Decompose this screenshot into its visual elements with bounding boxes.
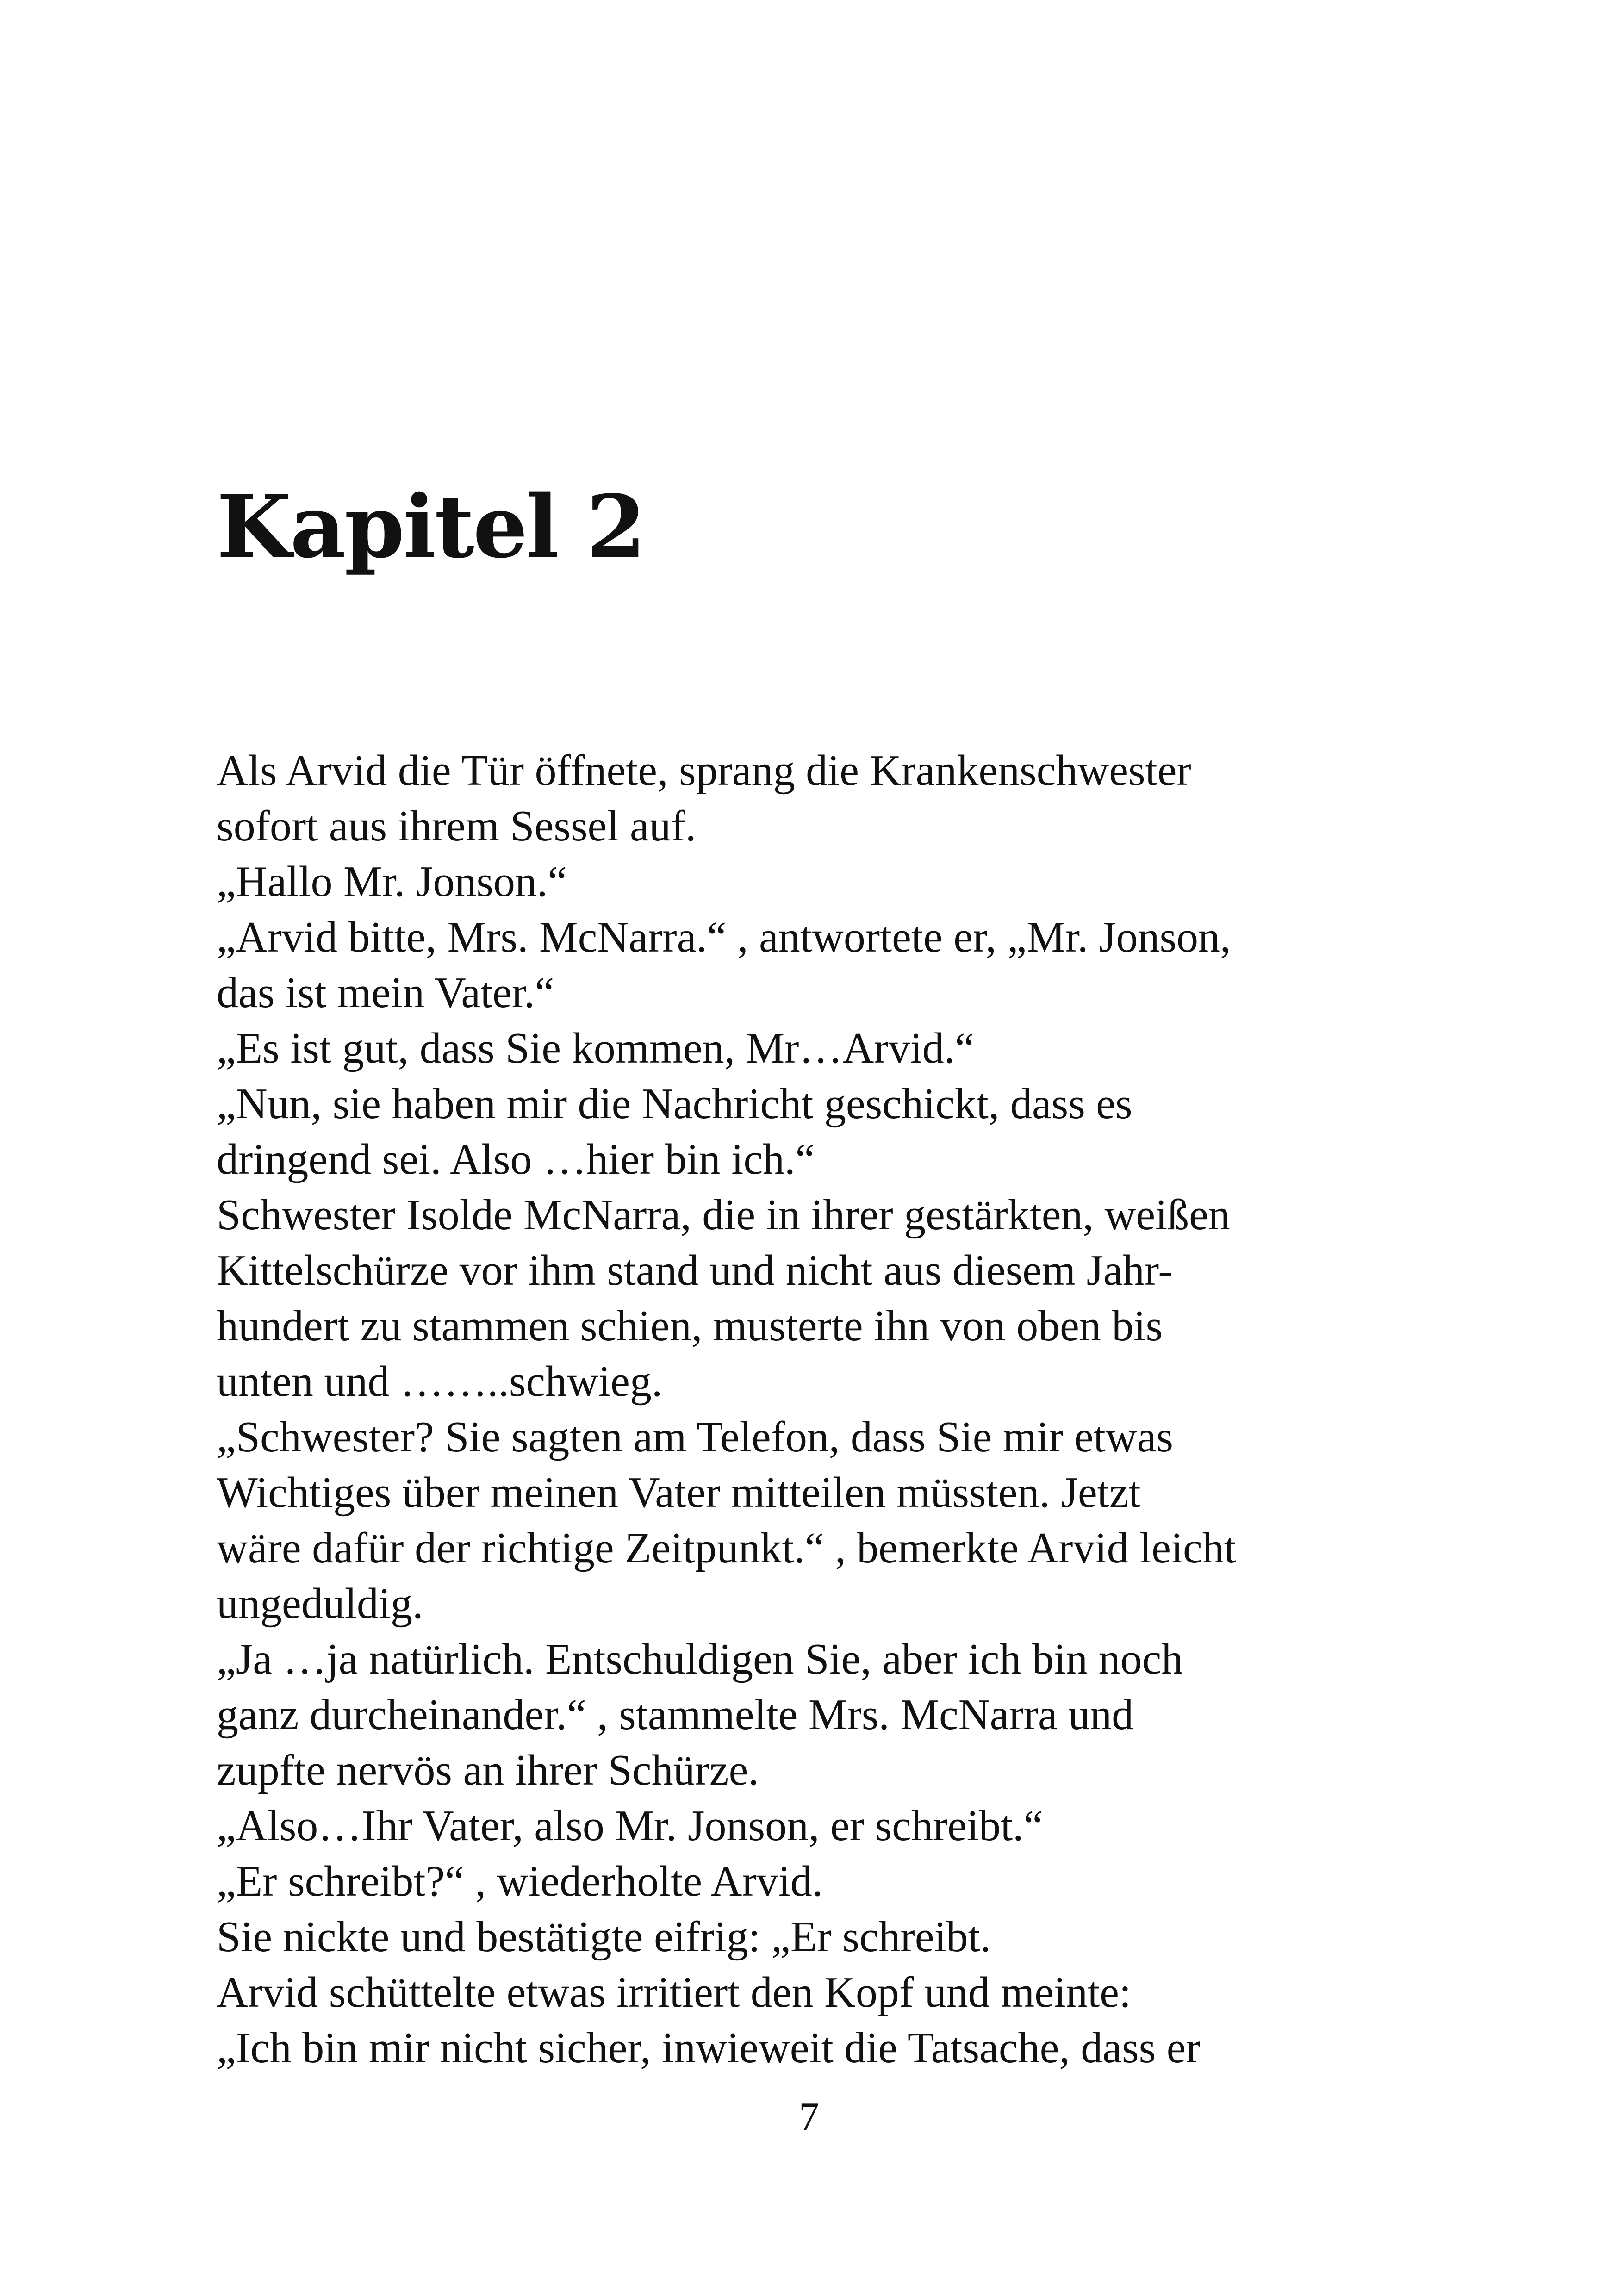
text-line: ganz durcheinander.“ , stammelte Mrs. McNarra und — [217, 1691, 1134, 1739]
page-number: 7 — [799, 2095, 819, 2140]
text-line: „Nun, sie haben mir die Nachricht geschickt, dass es — [217, 1080, 1133, 1128]
text-line: Sie nickte und bestätigte eifrig: „Er schreibt. — [217, 1913, 991, 1961]
text-line: Kittelschürze vor ihm stand und nicht aus diesem Jahr- — [217, 1246, 1173, 1294]
text-line: ungeduldig. — [217, 1580, 423, 1628]
text-line: Schwester Isolde McNarra, die in ihrer gestärkten, weißen — [217, 1191, 1230, 1239]
text-line: „Ich bin mir nicht sicher, inwieweit die Tatsache, dass er — [217, 2024, 1201, 2072]
text-line: „Also…Ihr Vater, also Mr. Jonson, er schreibt.“ — [217, 1802, 1043, 1850]
text-line: dringend sei. Also …hier bin ich.“ — [217, 1135, 815, 1183]
text-line: sofort aus ihrem Sessel auf. — [217, 802, 697, 850]
text-line: „Es ist gut, dass Sie kommen, Mr…Arvid.“ — [217, 1024, 975, 1072]
text-line: „Schwester? Sie sagten am Telefon, dass Sie mir etwas — [217, 1413, 1173, 1461]
text-line: „Ja …ja natürlich. Entschuldigen Sie, aber ich bin noch — [217, 1635, 1183, 1683]
body-text — [217, 743, 1420, 2076]
text-line: Arvid schüttelte etwas irritiert den Kopf und meinte: — [217, 1968, 1132, 2016]
text-line: Als Arvid die Tür öffnete, sprang die Krankenschwester — [217, 747, 1191, 795]
text-line: „Hallo Mr. Jonson.“ — [217, 858, 567, 906]
text-line: zupfte nervös an ihrer Schürze. — [217, 1746, 759, 1794]
text-line: hundert zu stammen schien, musterte ihn von oben bis — [217, 1302, 1163, 1350]
text-line: unten und ……..schwieg. — [217, 1357, 663, 1406]
text-line: das ist mein Vater.“ — [217, 969, 554, 1017]
text-line: „Arvid bitte, Mrs. McNarra.“ , antwortete er, „Mr. Jonson, — [217, 913, 1231, 961]
text-line: Wichtiges über meinen Vater mitteilen müssten. Jetzt — [217, 1468, 1141, 1517]
chapter-title: Kapitel 2 — [217, 476, 645, 577]
text-line: „Er schreibt?“ , wiederholte Arvid. — [217, 1857, 823, 1905]
text-line: wäre dafür der richtige Zeitpunkt.“ , bemerkte Arvid leicht — [217, 1524, 1236, 1572]
